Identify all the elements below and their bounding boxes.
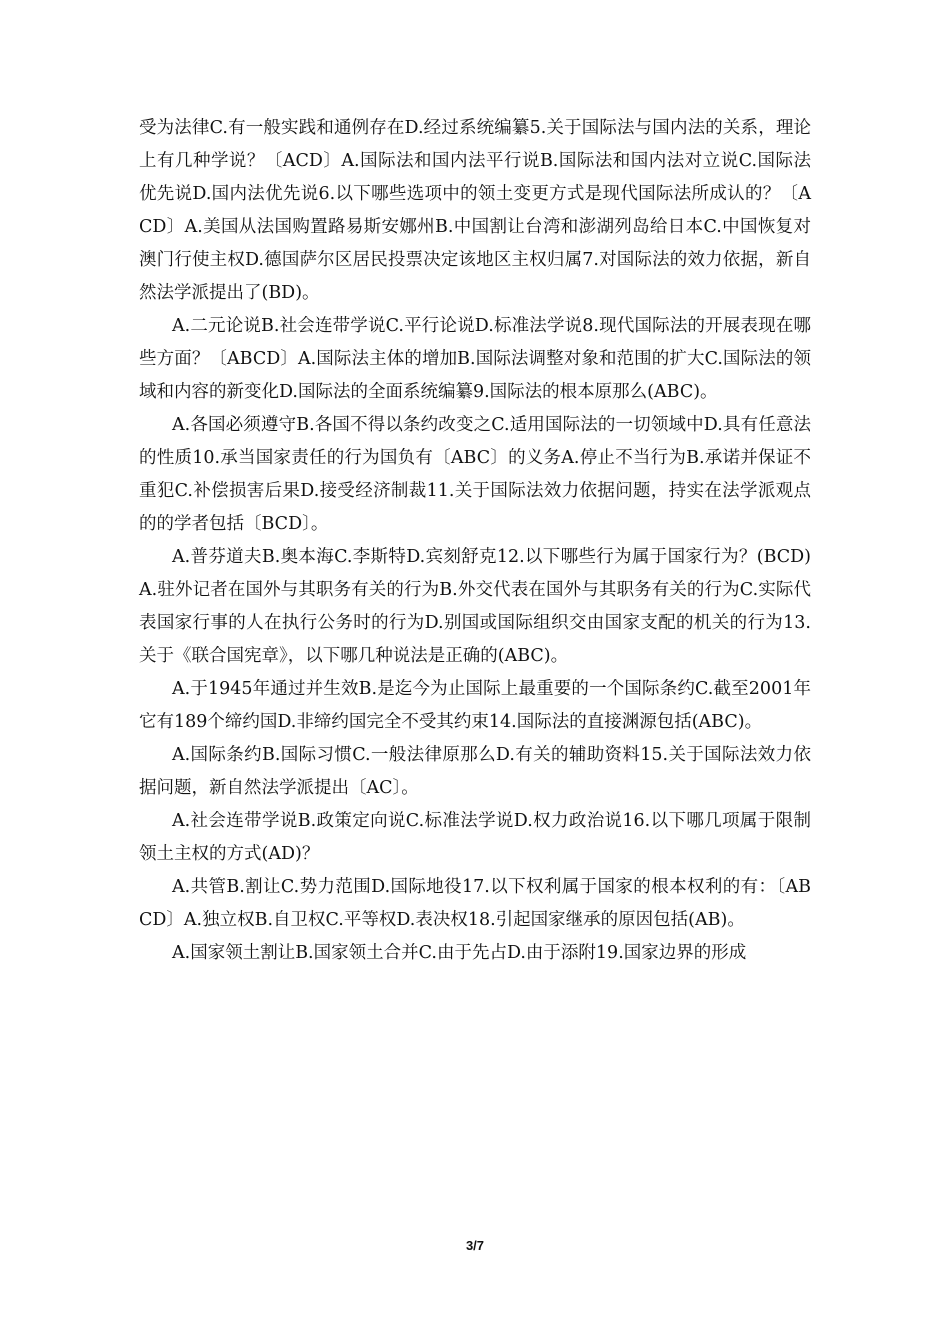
paragraph: A.于1945年通过并生效B.是迄今为止国际上最重要的一个国际条约C.截至2001年它有189个缔约国D.非缔约国完全不受其约束14.国际法的直接渊源包括(ABC)。 bbox=[139, 679, 811, 732]
paragraph: A.普芬道夫B.奥本海C.李斯特D.宾刻舒克12.以下哪些行为属于国家行为？(BCD)A.驻外记者在国外与其职务有关的行为B.外交代表在国外与其职务有关的行为C.实际代表国家行事的人在执行公务时的行为D.别国或国际组织交由国家支配的机关的行为13.关于《联合国宪章》，以下哪几种说法是正确的(ABC)。 bbox=[139, 547, 811, 666]
document-body bbox=[139, 112, 811, 970]
paragraph: A.各国必须遵守B.各国不得以条约改变之C.适用国际法的一切领域中D.具有任意法的性质10.承当国家责任的行为国负有〔ABC〕的义务A.停止不当行为B.承诺并保证不重犯C.补偿损害后果D.接受经济制裁11.关于国际法效力依据问题，持实在法学派观点的的学者包括〔BCD〕。 bbox=[139, 415, 811, 534]
paragraph: A.共管B.割让C.势力范围D.国际地役17.以下权利属于国家的根本权利的有：〔ABCD〕A.独立权B.自卫权C.平等权D.表决权18.引起国家继承的原因包括(AB)。 bbox=[139, 877, 811, 930]
paragraph: 受为法律C.有一般实践和通例存在D.经过系统编纂5.关于国际法与国内法的关系，理论上有几种学说？〔ACD〕A.国际法和国内法平行说B.国际法和国内法对立说C.国际法优先说D.国内法优先说6.以下哪些选项中的领土变更方式是现代国际法所成认的？〔ACD〕A.美国从法国购置路易斯安娜州B.中国割让台湾和澎湖列岛给日本C.中国恢复对澳门行使主权D.德国萨尔区居民投票决定该地区主权归属7.对国际法的效力依据，新自然法学派提出了(BD)。 bbox=[139, 118, 811, 303]
paragraph: A.国际条约B.国际习惯C.一般法律原那么D.有关的辅助资料15.关于国际法效力依据问题，新自然法学派提出〔AC〕。 bbox=[139, 745, 811, 798]
page-number: 3/7 bbox=[465, 1238, 485, 1253]
paragraph: A.社会连带学说B.政策定向说C.标准法学说D.权力政治说16.以下哪几项属于限制领土主权的方式(AD)？ bbox=[139, 811, 811, 864]
paragraph: A.二元论说B.社会连带学说C.平行论说D.标准法学说8.现代国际法的开展表现在哪些方面？〔ABCD〕A.国际法主体的增加B.国际法调整对象和范围的扩大C.国际法的领域和内容的新变化D.国际法的全面系统编纂9.国际法的根本原那么(ABC)。 bbox=[139, 316, 811, 402]
paragraph: A.国家领土割让B.国家领土合并C.由于先占D.由于添附19.国家边界的形成 bbox=[172, 943, 747, 963]
